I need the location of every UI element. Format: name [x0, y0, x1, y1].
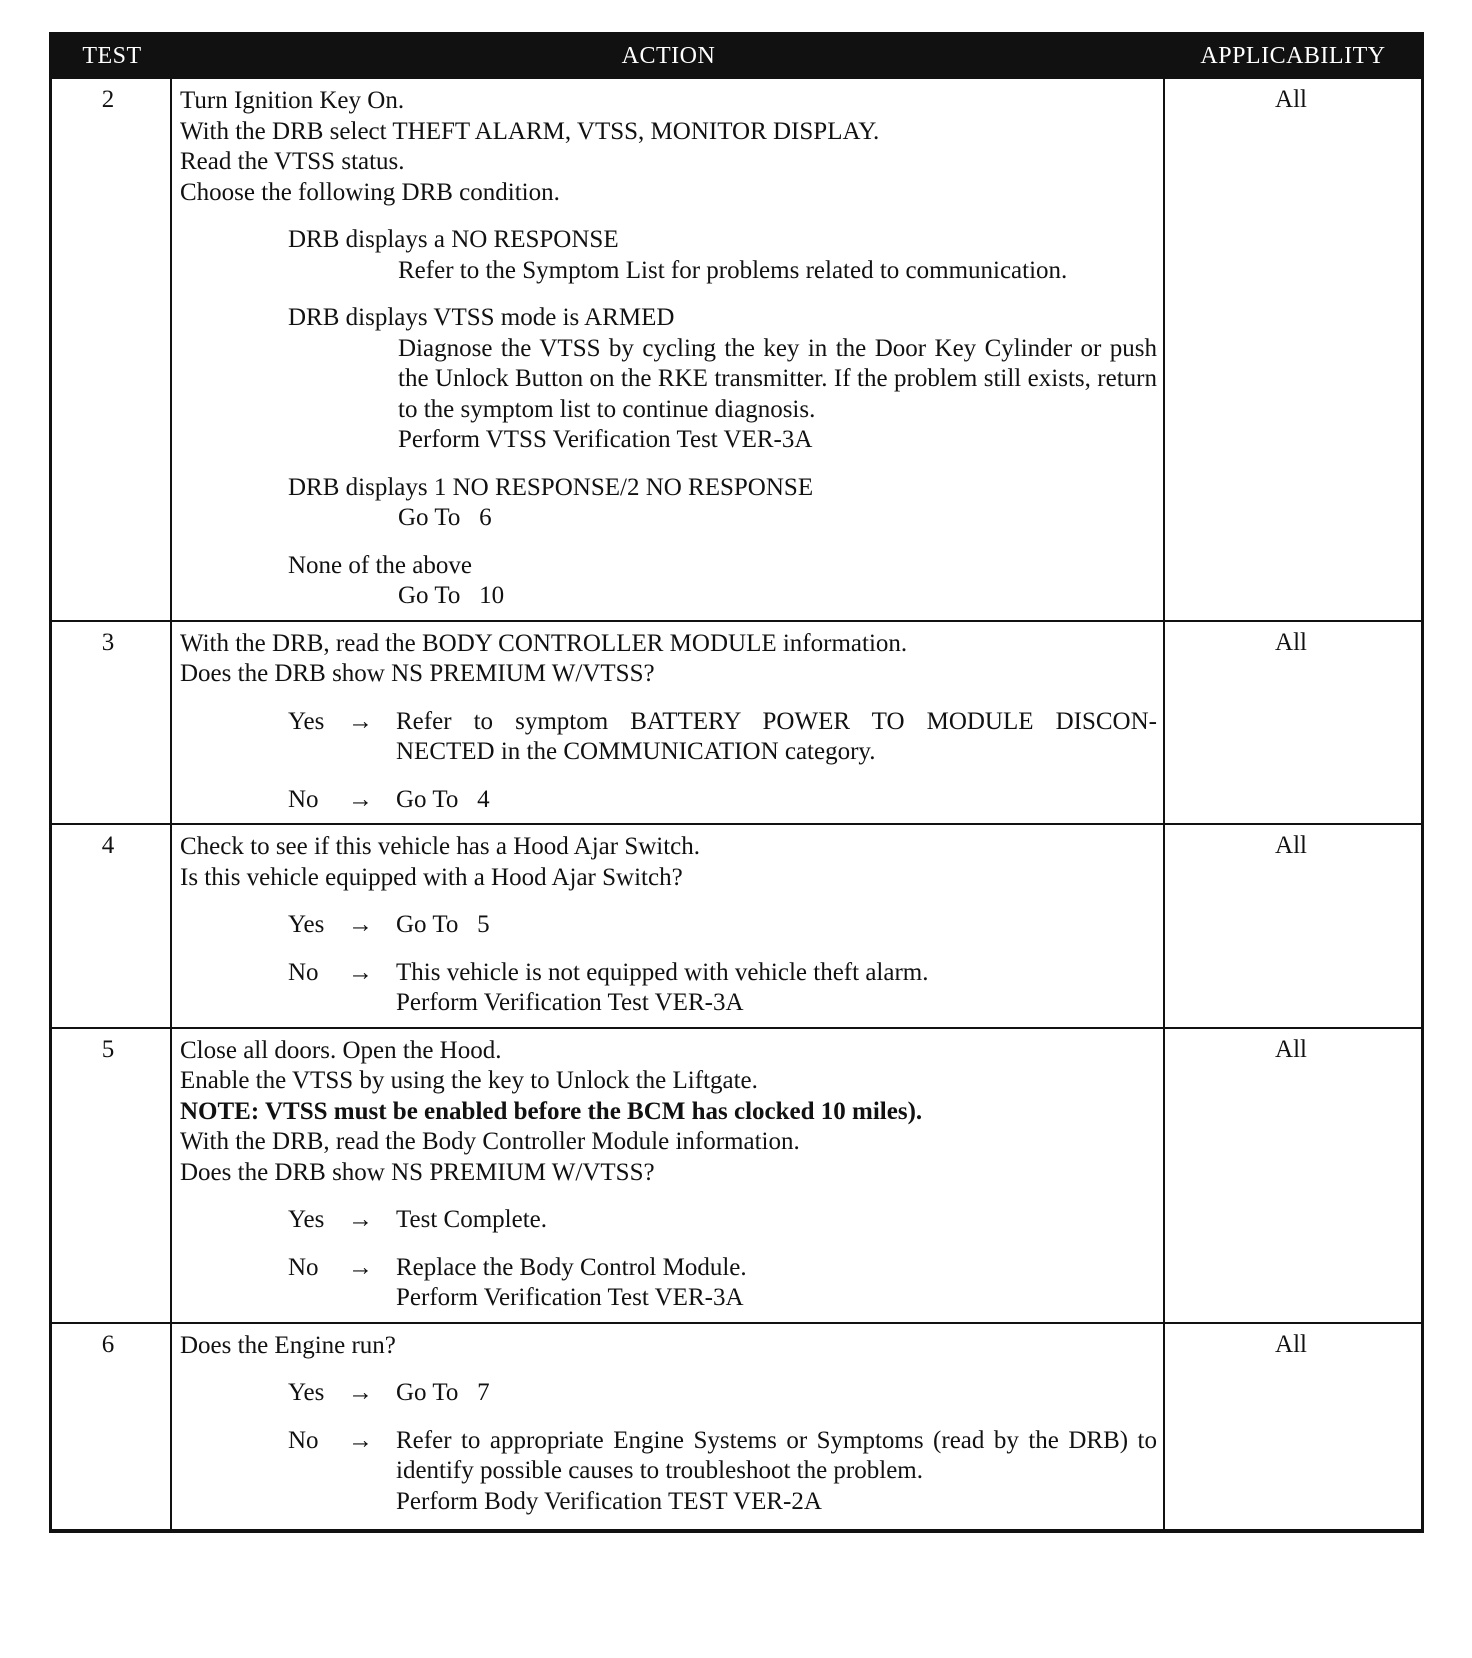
condition-label: DRB displays 1 NO RESPONSE/2 NO RESPONSE — [288, 473, 814, 501]
answer-no — [180, 1426, 1157, 1518]
note-text: NOTE: VTSS must be enabled before the BCM has clocked 10 miles). — [180, 1097, 923, 1125]
answer-line: Perform Verification Test VER-3A — [396, 1284, 744, 1311]
arrow-right-icon: → — [348, 785, 373, 813]
answer-text — [396, 1253, 1157, 1314]
answer-yes — [180, 707, 1157, 768]
instruction-line: Choose the following DRB condition. — [180, 178, 560, 206]
condition-result: Go To 6 — [398, 504, 492, 531]
instruction-line: Does the DRB show NS PREMIUM W/VTSS? — [180, 660, 655, 687]
instruction-line: Close all doors. Open the Hood. — [180, 1036, 502, 1064]
applicability-value: All — [1275, 628, 1307, 656]
answer-label: Yes — [288, 1206, 325, 1233]
answer-line: Test Complete. — [396, 1206, 548, 1233]
condition-option — [180, 303, 1157, 456]
applicability-value: All — [1275, 1330, 1307, 1358]
answer-line: Perform Body Verification TEST VER-2A — [396, 1487, 822, 1515]
diagnostic-test-table — [49, 32, 1424, 1533]
table-row — [52, 823, 1421, 1027]
test-number: 2 — [52, 79, 172, 620]
answer-text — [396, 707, 1157, 768]
arrow-right-icon: → — [348, 1253, 373, 1281]
condition-result: Diagnose the VTSS by cycling the key in the Door Key Cylinder or push the Unlock Button on the RKE transmitter. If the problem still exists, return to the symptom list to continue diagnosis. — [398, 334, 1157, 423]
test-number: 4 — [52, 825, 172, 1027]
action-cell — [172, 1029, 1165, 1322]
arrow-right-icon: → — [348, 1206, 373, 1233]
test-number: 6 — [52, 1324, 172, 1530]
answer-text — [396, 958, 1157, 1019]
instruction-line: Is this vehicle equipped with a Hood Ajar Switch? — [180, 863, 683, 891]
instruction-line: Enable the VTSS by using the key to Unlock the Liftgate. — [180, 1067, 758, 1094]
answer-label: No — [288, 958, 319, 986]
answer-label: Yes — [288, 911, 325, 938]
applicability-value: All — [1275, 832, 1307, 859]
answer-yes — [180, 1205, 1157, 1236]
answer-line: Go To 7 — [396, 1379, 490, 1406]
instruction-line: Read the VTSS status. — [180, 148, 405, 175]
answer-yes — [180, 1378, 1157, 1409]
condition-option — [180, 473, 1157, 534]
condition-result: Perform VTSS Verification Test VER-3A — [398, 426, 813, 453]
header-test: TEST — [82, 42, 142, 69]
answer-label: No — [288, 785, 319, 813]
answer-label: Yes — [288, 1379, 325, 1406]
instruction-line: With the DRB select THEFT ALARM, VTSS, MONITOR DISPLAY. — [180, 117, 880, 145]
answer-line: This vehicle is not equipped with vehicle theft alarm. — [396, 958, 929, 986]
arrow-right-icon: → — [348, 1426, 373, 1454]
instruction-line: Does the DRB show NS PREMIUM W/VTSS? — [180, 1158, 655, 1186]
answer-no — [180, 785, 1157, 816]
answer-label: No — [288, 1253, 319, 1281]
answer-yes — [180, 910, 1157, 941]
action-cell — [172, 79, 1165, 620]
applicability-value: All — [1275, 1035, 1307, 1063]
answer-line: Go To 5 — [396, 911, 490, 938]
answer-no — [180, 1253, 1157, 1314]
answer-line: Refer to appropriate Engine Systems or Symptoms (read by the DRB) to identify possible causes to troubleshoot the problem. — [396, 1426, 1157, 1484]
action-cell — [172, 825, 1165, 1027]
condition-result: Refer to the Symptom List for problems related to communication. — [398, 256, 1068, 284]
answer-text — [396, 1205, 1157, 1236]
test-number: 3 — [52, 622, 172, 824]
answer-label: No — [288, 1426, 319, 1454]
table-row — [52, 77, 1421, 620]
table-header — [52, 35, 1421, 77]
condition-label: None of the above — [288, 551, 472, 579]
arrow-right-icon: → — [348, 911, 373, 938]
condition-result: Go To 10 — [398, 582, 505, 609]
answer-line: Refer to symptom BATTERY POWER TO MODULE DISCON- — [396, 707, 1157, 735]
table-row — [52, 1322, 1421, 1530]
answer-no — [180, 958, 1157, 1019]
answer-line: NECTED in the COMMUNICATION category. — [396, 738, 876, 765]
condition-option — [180, 551, 1157, 612]
test-number: 5 — [52, 1029, 172, 1322]
instruction-line: Does the Engine run? — [180, 1331, 396, 1359]
arrow-right-icon: → — [348, 1379, 373, 1406]
answer-line: Replace the Body Control Module. — [396, 1253, 747, 1281]
action-cell — [172, 1324, 1165, 1530]
condition-label: DRB displays VTSS mode is ARMED — [288, 304, 675, 331]
table-row — [52, 620, 1421, 824]
table-row — [52, 1027, 1421, 1322]
instruction-line: With the DRB, read the Body Controller Module information. — [180, 1128, 800, 1155]
instruction-line: With the DRB, read the BODY CONTROLLER MODULE information. — [180, 629, 908, 657]
arrow-right-icon: → — [348, 958, 373, 986]
answer-text — [396, 1426, 1157, 1518]
answer-line: Perform Verification Test VER-3A — [396, 989, 744, 1016]
condition-label: DRB displays a NO RESPONSE — [288, 226, 619, 253]
arrow-right-icon: → — [348, 707, 373, 735]
answer-line: Go To 4 — [396, 785, 490, 813]
header-action: ACTION — [621, 42, 716, 69]
instruction-line: Turn Ignition Key On. — [180, 87, 405, 114]
answer-label: Yes — [288, 707, 325, 735]
condition-option — [180, 225, 1157, 286]
answer-text — [396, 785, 1157, 816]
header-applicability: APPLICABILITY — [1200, 42, 1386, 69]
action-cell — [172, 622, 1165, 824]
answer-text — [396, 910, 1157, 941]
answer-text — [396, 1378, 1157, 1409]
instruction-line: Check to see if this vehicle has a Hood Ajar Switch. — [180, 833, 701, 860]
applicability-value: All — [1275, 86, 1307, 113]
